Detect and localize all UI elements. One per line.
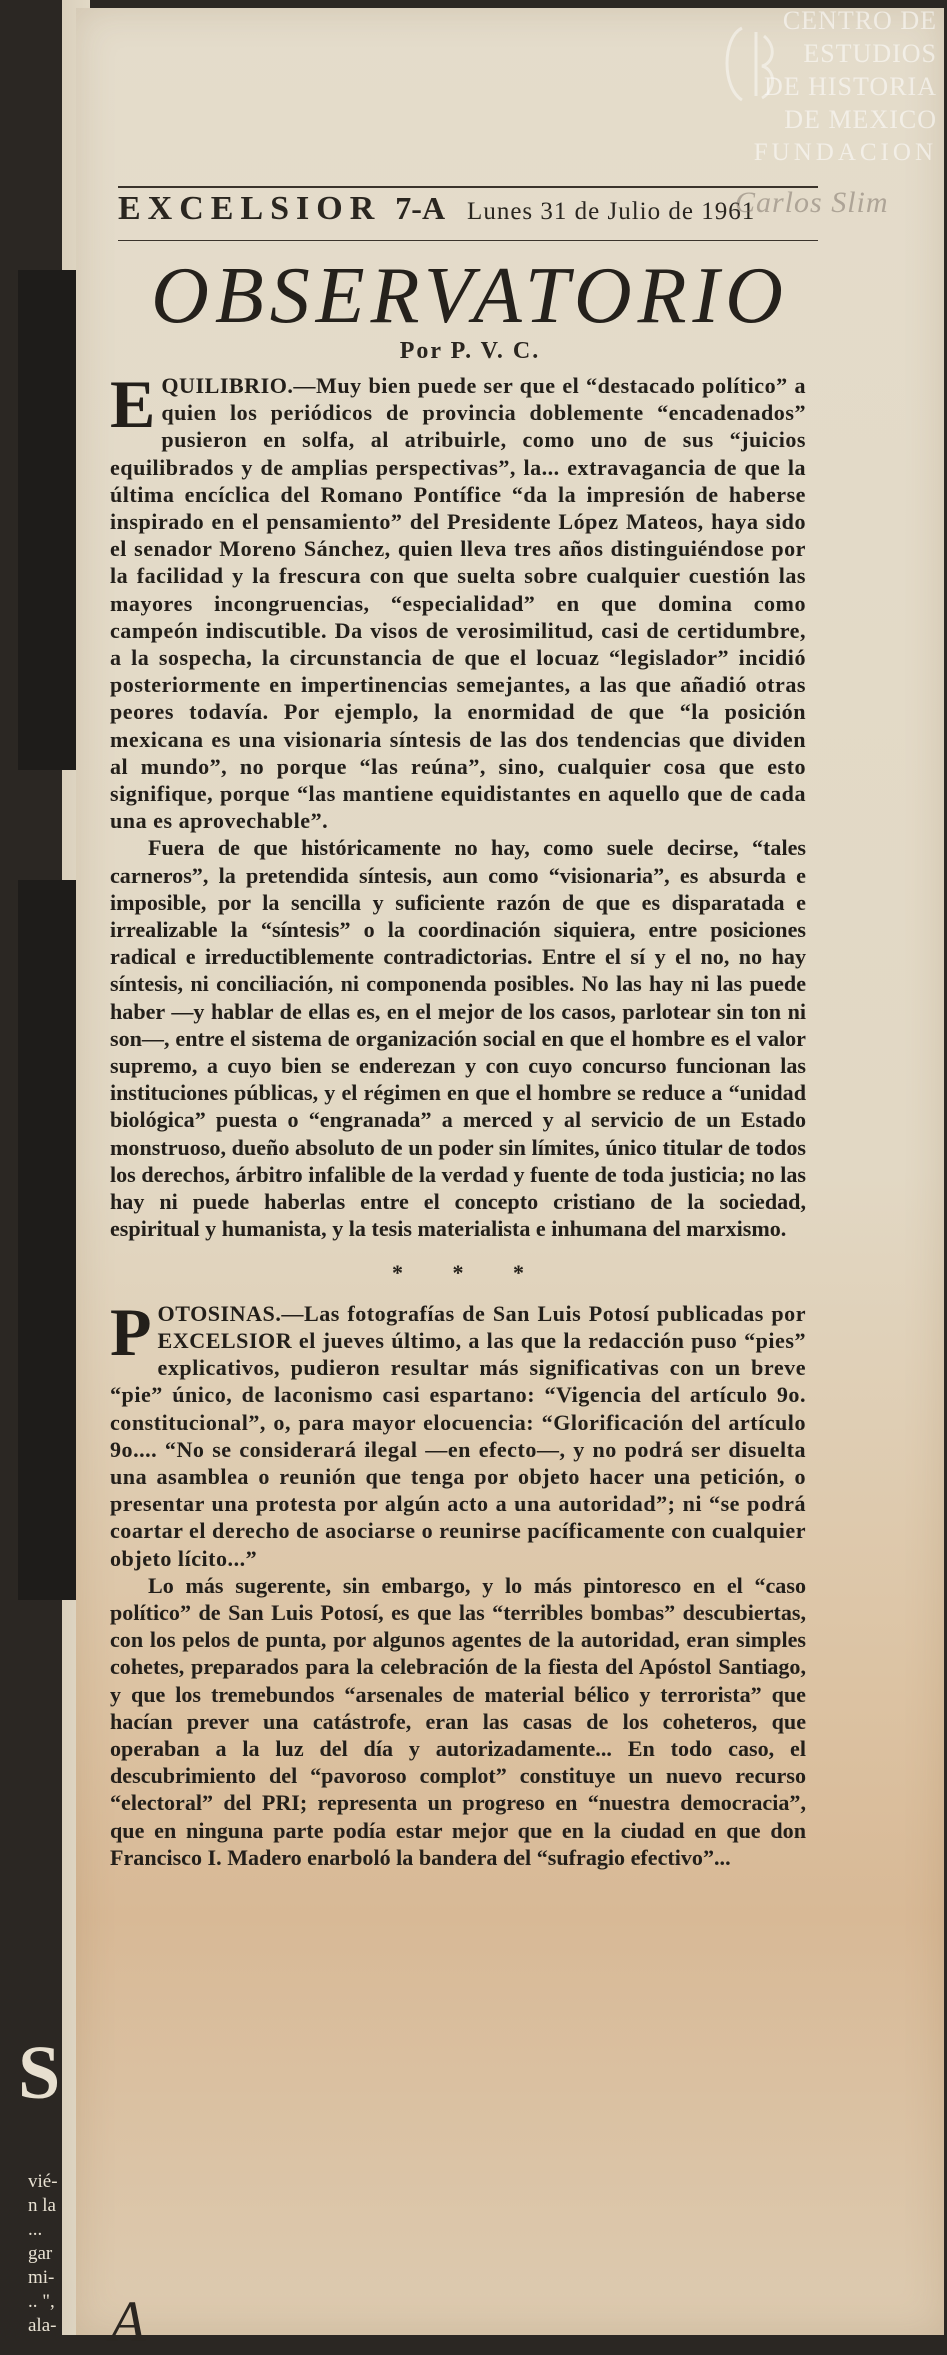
watermark-line: FUNDACION [753, 139, 937, 166]
article-paragraph [110, 366, 806, 834]
page-number: 7-A [395, 190, 446, 226]
watermark-line: DE HISTORIA [763, 72, 937, 101]
article-paragraph: Fuera de que históricamente no hay, como suele decirse, “tales carneros”, la pretendida síntesis, aun como “visionaria”, es absurda e imposible, por la sencilla y suficiente razón de que es disparatada e irrealizable la “síntesis” o la coordinación siquiera, entre posiciones radical e irreductiblemente contradictorias. Entre el sí y el no, no hay síntesis, ni conciliación, ni componenda posibles. No las hay ni las puede haber —y hablar de ellas es, en el mejor de los casos, parlotear sin ton ni son—, entre el sistema de organización social en que el hombre es el valor supremo, a cuyo bien se enderezan y con cuyo concurso funcionan las instituciones públicas, y el régimen en que el hombre se reduce a “unidad biológica” puesta o “engranada” a merced y al servicio de un Estado monstruoso, dueño absoluto de un poder sin límites, único titular de todos los derechos, árbitro infalible de la verdad y fuente de toda justicia; no las hay ni puede haberlas entre el concepto cristiano de la sociedad, espiritual y humanista, y la tesis materialista e inhumana del marxismo. [110, 835, 806, 1242]
handwritten-signature: Carlos Slim [735, 186, 889, 219]
watermark-line: DE MEXICO [784, 105, 937, 134]
neighbor-line: vié- [28, 2171, 58, 2192]
drop-cap: E [110, 366, 156, 442]
neighbor-column-letter: S [18, 2031, 61, 2115]
masthead-rule-bottom [118, 240, 818, 241]
masthead-rule-top [118, 186, 818, 188]
article-paragraph [110, 1293, 806, 1572]
next-article-fragment: A [110, 2289, 149, 2354]
neighbor-line: gar [28, 2243, 53, 2264]
watermark-seal-icon [712, 18, 782, 108]
neighbor-column-fragment [28, 2170, 80, 2338]
paragraph-text: QUILIBRIO.—Muy bien puede ser que el “destacado político” a quien los periódicos de provincia doblemente “encadenados” pusieron en solfa, al atribuirle, como uno de sus “juicios equilibrados y de amplias perspectivas”, la... extravagancia de que la última encíclica del Romano Pontífice “da la impresión de haberse inspirado en el pensamiento” del Presidente López Mateos, haya sido el senador Moreno Sánchez, quien lleva tres años distinguiéndose por la facilidad y la frescura con que suelta sobre cualquier cuestión las mayores incongruencias, “especialidad” en que domina como campeón indiscutible. Da visos de verosimilitud, casi de certidumbre, a la sospecha, la circunstancia de que el locuaz “legislador” incidió posteriormente en impertinencias semejantes, a las que añadió otras peores todavía. Por ejemplo, la enormidad de que “la posición mexicana es una visionaria síntesis de las dos tendencias que dividen al mundo”, no porque “las reúna”, sino, cualquier cosa que esto signifique, porque “las mantiene equidistantes en aquello que de cada una es aprovechable”. [110, 373, 806, 834]
section-divider: * * * [392, 1259, 546, 1285]
neighbor-line: ... [28, 2219, 43, 2240]
byline: Por P. V. C. [399, 338, 541, 364]
paragraph-text: OTOSINAS.—Las fotografías de San Luis Potosí publicadas por EXCELSIOR el jueves último, a las que la redacción puso “pies” explicativos, pudieron resultar más significativas con un breve “pie” único, de laconismo casi espartano: “Vigencia del artículo 9o. constitucional”, o, para mayor elocuencia: “Glorificación del artículo 9o.... “No se considerará ilegal —en efecto—, y no podrá ser disuelta una asamblea o reunión que tenga por objeto hacer una petición, o presentar una protesta por algún acto a una autoridad”; ni “se podrá coartar el derecho de asociarse o reunirse pacíficamente con cualquier objeto lícito...” [110, 1300, 806, 1571]
watermark-line: ESTUDIOS [803, 39, 937, 68]
masthead [118, 190, 818, 234]
drop-cap: P [110, 1293, 152, 1370]
publication-date: Lunes 31 de Julio de 1961 [467, 198, 756, 225]
neighbor-line: n la [28, 2195, 56, 2216]
watermark-line: CENTRO DE [782, 6, 937, 35]
article-paragraph: Lo más sugerente, sin embargo, y lo más pintoresco en el “caso político” de San Luis Potosí, es que las “terribles bombas” descubiertas, con los pelos de punta, por algunos agentes de la autoridad, eran simples cohetes, preparados para la celebración de la fiesta del Apóstol Santiago, y que los tremebundos “arsenales de material bélico y terrorista” que hacían prever una catástrofe, eran las casas de los coheteros, que operaban a la luz del día y autorizadamente... En todo caso, el descubrimiento del “pavoroso complot” constituye un nuevo recurso “electoral” del PRI; representa un progreso en “nuestra democracia”, que en ninguna parte podía estar mejor que en la ciudad en que don Francisco I. Madero enarboló la bandera del “sufragio efectivo”... [110, 1572, 806, 1870]
neighbor-line: mi- [28, 2267, 55, 2288]
newspaper-name: EXCELSIOR [118, 190, 382, 227]
column-title: OBSERVATORIO [151, 252, 789, 340]
neighbor-column-shadow [18, 270, 82, 770]
neighbor-line: ala- [28, 2315, 57, 2336]
article-body [110, 366, 806, 1871]
neighbor-column-shadow [18, 880, 82, 1600]
neighbor-line: .. ", [28, 2291, 55, 2312]
